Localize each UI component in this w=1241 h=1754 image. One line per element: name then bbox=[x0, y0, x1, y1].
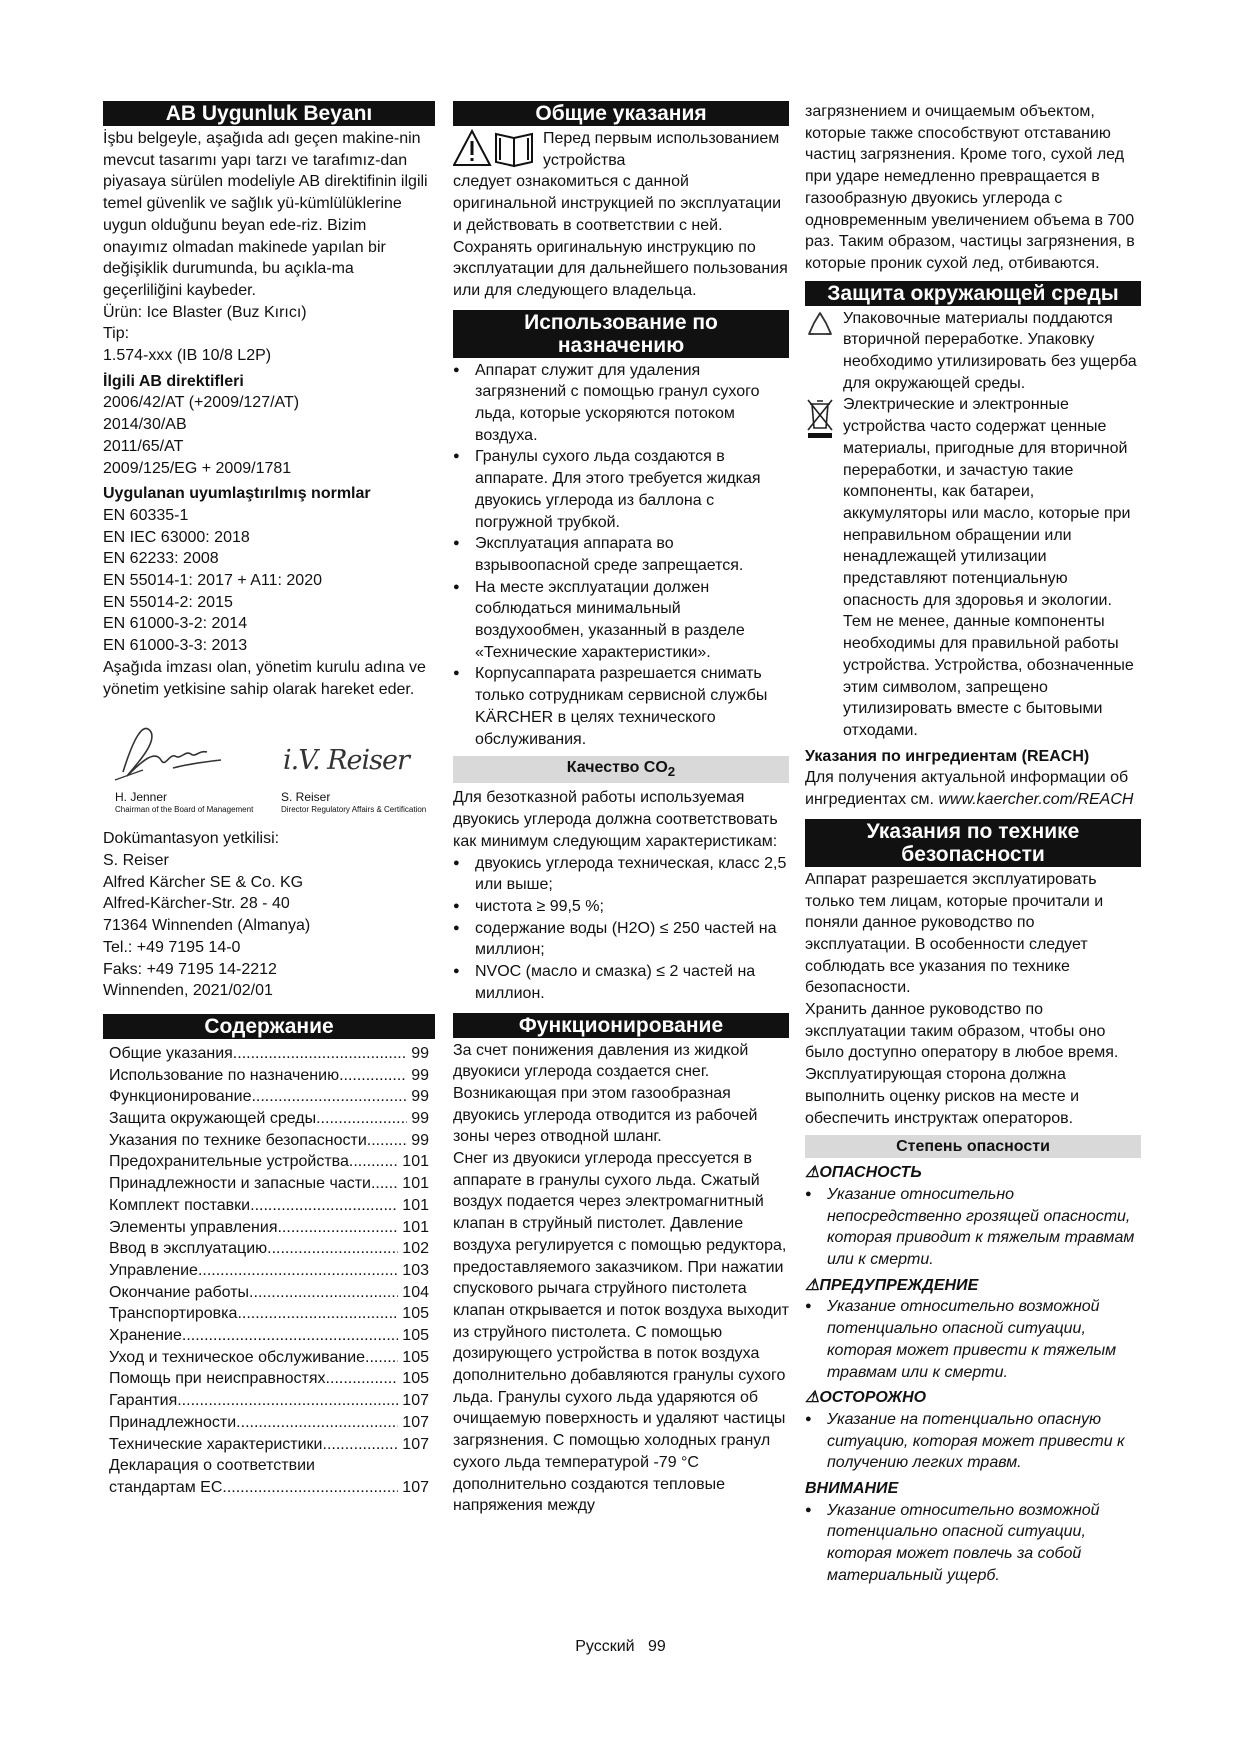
list-item: ● На месте эксплуатации должен соблюдаться минимальный воздухообмен, указанный в разделе «Технические характеристики». bbox=[453, 577, 789, 664]
page-footer bbox=[0, 1638, 1241, 1656]
table-of-contents bbox=[103, 1043, 435, 1499]
toc-entry-page: 101 bbox=[402, 1196, 429, 1214]
toc-entry-page: 107 bbox=[402, 1478, 429, 1496]
signature-jenner bbox=[103, 710, 253, 822]
toc-entry[interactable] bbox=[109, 1151, 429, 1173]
list-item: ● Указание относительно непосредственно грозящей опасности, которая приводит к тяжелым травмам или к смерти. bbox=[805, 1184, 1141, 1271]
warning-triangle-icon: ⚠ bbox=[805, 1164, 820, 1182]
list-item: ● Указание на потенциально опасную ситуацию, которая может привести к получению легких травм. bbox=[805, 1409, 1141, 1474]
warning-triangle-icon: ⚠ bbox=[805, 1276, 820, 1294]
toc-entry-declaration[interactable] bbox=[109, 1455, 429, 1498]
notice-heading: ВНИМАНИЕ bbox=[805, 1480, 899, 1498]
section-title-declaration: AB Uygunluk Beyanı bbox=[103, 101, 435, 126]
caution-list bbox=[805, 1409, 1141, 1474]
toc-entry-title: Помощь при неисправностях bbox=[109, 1370, 326, 1388]
toc-entry[interactable] bbox=[109, 1347, 429, 1369]
toc-entry[interactable] bbox=[109, 1368, 429, 1390]
list-item: ● чистота ≥ 99,5 %; bbox=[453, 896, 789, 918]
contact-line: Tel.: +49 7195 14-0 bbox=[103, 938, 241, 956]
toc-entry[interactable] bbox=[109, 1195, 429, 1217]
toc-entry-title: Общие указания bbox=[109, 1044, 233, 1062]
directive-item: 2009/125/EG + 2009/1781 bbox=[103, 459, 292, 477]
footer-language: Русский bbox=[575, 1638, 635, 1655]
declaration-intro: İşbu belgeyle, aşağıda adı geçen makine-nin mevcut tasarımı yapı tarzı ve tarafımız-dan piyasaya sürülen modeliyle AB direktifinin ilgili temel güvenlik ve sağlık yü-kümlülüklerine uygun olduğunu beyan ede-riz. Bizim onayımız olmadan makinede yapılan bir değişiklik durumunda, bu açıkla-ma geçerliliğini kaybeder. bbox=[103, 130, 428, 299]
section-title-general: Общие указания bbox=[453, 101, 789, 126]
toc-entry[interactable] bbox=[109, 1282, 429, 1304]
subsection-title-co2-quality bbox=[453, 756, 789, 783]
warning-label: ПРЕДУПРЕЖДЕНИЕ bbox=[819, 1276, 979, 1294]
env-electronics-text: Электрические и электронные устройства часто содержат ценные материалы, пригодные для вторичной переработки, и зачастую такие компоненты, как батареи, аккумуляторы или масло, которые при неправильном обращении или ненадлежащей утилизации представляют потенциальную опасность для здоровья и экологии. Тем не менее, данные компоненты необходимы для правильной работы устройства. Устройства, обозначенные этим символом, запрещено утилизировать вместе с бытовыми отходами. bbox=[843, 396, 1134, 739]
toc-entry-page: 107 bbox=[402, 1435, 429, 1453]
signatures bbox=[103, 710, 435, 822]
page-number: 99 bbox=[647, 1638, 666, 1655]
toc-entry[interactable] bbox=[109, 1217, 429, 1239]
warning-heading bbox=[805, 1275, 1141, 1297]
contact-line: Faks: +49 7195 14-2212 bbox=[103, 960, 277, 978]
norm-item: EN 55014-2: 2015 bbox=[103, 593, 233, 611]
toc-entry[interactable] bbox=[109, 1260, 429, 1282]
norm-item: EN 62233: 2008 bbox=[103, 550, 219, 568]
crossed-bin-icon bbox=[805, 396, 835, 440]
signer-1-name: H. Jenner bbox=[115, 790, 168, 805]
list-item: ● Эксплуатация аппарата во взрывоопасной среде запрещается. bbox=[453, 533, 789, 576]
toc-entry-page: 104 bbox=[402, 1283, 429, 1301]
co2-title-subscript: 2 bbox=[667, 764, 676, 780]
safety-text-2: Хранить данное руководство по эксплуатации таким образом, чтобы оно было доступно оператору в любое время. Эксплуатирующая сторона должна выполнить оценку рисков на месте и обеспечить инструктаж операторов. bbox=[805, 1001, 1119, 1127]
contact-line: Alfred-Kärcher-Str. 28 - 40 bbox=[103, 895, 290, 913]
contact-line: Dokümantasyon yetkilisi: bbox=[103, 830, 280, 848]
toc-entry-page: 103 bbox=[402, 1261, 429, 1279]
toc-entry-title: Управление bbox=[109, 1261, 198, 1279]
intended-use-list bbox=[453, 360, 789, 751]
signer-1-role: Chairman of the Board of Management bbox=[115, 805, 254, 815]
toc-entry-page: 99 bbox=[411, 1131, 429, 1149]
list-item: ● Гранулы сухого льда создаются в аппарате. Для этого требуется жидкая двуокись углерода из баллона с погружной трубкой. bbox=[453, 446, 789, 533]
toc-entry-title: Комплект поставки bbox=[109, 1196, 251, 1214]
toc-entry-title: Декларация о соответствии bbox=[109, 1457, 315, 1475]
co2-text: Для безотказной работы используемая двуокись углерода должна соответствовать как минимум следующим характеристикам: bbox=[453, 789, 778, 850]
toc-entry-page: 105 bbox=[402, 1305, 429, 1323]
directive-item: 2014/30/AB bbox=[103, 416, 187, 434]
signing-note: Aşağıda imzası olan, yönetim kurulu adına ve yönetim yetkisine sahip olarak hareket eder. bbox=[103, 658, 426, 698]
toc-entry-title: Принадлежности bbox=[109, 1413, 237, 1431]
toc-entry-title: Технические характеристики bbox=[109, 1435, 323, 1453]
title-line: Использование по bbox=[524, 310, 718, 334]
toc-entry-title: Уход и техническое обслуживание bbox=[109, 1348, 366, 1366]
notice-list bbox=[805, 1500, 1141, 1587]
toc-entry-page: 105 bbox=[402, 1348, 429, 1366]
title-line: назначению bbox=[557, 333, 685, 357]
function-text-2: Снег из двуокиси углерода прессуется в аппарате в гранулы сухого льда. Сжатый воздух подается через электромагнитный клапан в струйный пистолет. Давление воздуха регулируется с помощью редуктора, предоставляемого заказчиком. При нажатии спускового рычага струйного пистолета клапан открывается и поток воздуха выходит из струйного пистолета. С помощью дозирующего устройства в поток воздуха дополнительно добавляются гранулы сухого льда. Гранулы сухого льда ударяются об очищаемую поверхность и удаляют частицы загрязнения. С помощью холодных гранул сухого льда температурой -79 °C дополнительно создаются тепловые напряжения между bbox=[453, 1150, 789, 1515]
signature-reiser bbox=[269, 710, 427, 822]
env-packaging-row bbox=[805, 308, 1141, 395]
env-packaging-text: Упаковочные материалы поддаются вторичной переработке. Упаковку необходимо утилизировать без ущерба для окружающей среды. bbox=[843, 309, 1137, 392]
list-item: ● Указание относительно возможной потенциально опасной ситуации, которая может повлечь за собой материальный ущерб. bbox=[805, 1500, 1141, 1587]
toc-entry-page: 101 bbox=[402, 1153, 429, 1171]
list-item: ● NVOC (масло и смазка) ≤ 2 частей на миллион. bbox=[453, 961, 789, 1004]
toc-entry-title: Гарантия bbox=[109, 1392, 178, 1410]
toc-entry-title: Использование по назначению bbox=[109, 1066, 340, 1084]
toc-entry-page: 107 bbox=[402, 1413, 429, 1431]
toc-entry-title: Транспортировка bbox=[109, 1305, 238, 1323]
documentation-contact bbox=[103, 828, 435, 1002]
toc-entry[interactable] bbox=[109, 1043, 429, 1065]
danger-list bbox=[805, 1184, 1141, 1271]
contact-line: 71364 Winnenden (Almanya) bbox=[103, 917, 311, 935]
toc-entry-title: Элементы управления bbox=[109, 1218, 278, 1236]
section-title-contents: Содержание bbox=[103, 1014, 435, 1039]
toc-entry-title: Указания по технике безопасности bbox=[109, 1131, 367, 1149]
co2-requirements-list bbox=[453, 853, 789, 1005]
type-label: Tip: bbox=[103, 325, 130, 343]
toc-entry[interactable] bbox=[109, 1434, 429, 1456]
function-text-continued: загрязнением и очищаемым объектом, которые также способствуют отставанию частиц загрязнения. Кроме того, сухой лед при ударе немедленно превращается в газообразную двуокись углерода с одновременным увеличением объема в 700 раз. Таким образом, частицы загрязнения, в которые проник сухой лед, отбиваются. bbox=[805, 103, 1135, 272]
list-item: ● Указание относительно возможной потенциально опасной ситуации, которая может привести к тяжелым травмам или к смерти. bbox=[805, 1296, 1141, 1383]
toc-entry[interactable] bbox=[109, 1086, 429, 1108]
toc-entry-page: 101 bbox=[402, 1175, 429, 1193]
toc-entry-page: 102 bbox=[402, 1240, 429, 1258]
section-title-intended-use bbox=[453, 310, 789, 358]
general-text: следует ознакомиться с данной оригинальной инструкцией по эксплуатации и действовать в соответствии с ней. Сохранять оригинальную инструкцию по эксплуатации для дальнейшего пользования или для следующего владельца. bbox=[453, 173, 788, 299]
norm-item: EN 61000-3-3: 2013 bbox=[103, 637, 248, 655]
toc-entry-title: Хранение bbox=[109, 1327, 182, 1345]
toc-entry-title: Предохранительные устройства bbox=[109, 1153, 349, 1171]
caution-label: ОСТОРОЖНО bbox=[819, 1389, 927, 1407]
contact-line: Winnenden, 2021/02/01 bbox=[103, 982, 273, 1000]
toc-entry-page: 99 bbox=[411, 1066, 429, 1084]
section-title-environment: Защита окружающей среды bbox=[805, 281, 1141, 306]
list-item: ● содержание воды (H2O) ≤ 250 частей на миллион; bbox=[453, 918, 789, 961]
list-item: ● Корпусаппарата разрешается снимать только сотрудникам сервисной службы KÄRCHER в целях технического обслуживания. bbox=[453, 663, 789, 750]
toc-entry-page: 99 bbox=[411, 1110, 429, 1128]
title-line: безопасности bbox=[901, 842, 1045, 866]
toc-entry-page: 99 bbox=[411, 1044, 429, 1062]
toc-entry[interactable] bbox=[109, 1173, 429, 1195]
subsection-title-danger-levels: Степень опасности bbox=[805, 1135, 1141, 1158]
warning-manual-icon bbox=[453, 128, 535, 168]
danger-heading bbox=[805, 1162, 1141, 1184]
toc-entry-page: 99 bbox=[411, 1088, 429, 1106]
norm-item: EN 55014-1: 2017 + A11: 2020 bbox=[103, 572, 322, 590]
directive-item: 2006/42/AT (+2009/127/AT) bbox=[103, 394, 300, 412]
title-line: Указания по технике bbox=[866, 819, 1080, 843]
toc-entry-title: Окончание работы bbox=[109, 1283, 250, 1301]
reach-sentence: Для получения актуальной информации об ингредиентах см. bbox=[805, 769, 1129, 809]
caution-heading bbox=[805, 1387, 1141, 1409]
norm-item: EN 61000-3-2: 2014 bbox=[103, 615, 248, 633]
contact-line: S. Reiser bbox=[103, 851, 169, 869]
directive-item: 2011/65/AT bbox=[103, 437, 184, 455]
norm-item: EN 60335-1 bbox=[103, 506, 189, 524]
list-item: ● Аппарат служит для удаления загрязнений с помощью гранул сухого льда, которые ускоряются потоком воздуха. bbox=[453, 360, 789, 447]
signer-2-script: i.V. Reiser bbox=[283, 745, 409, 777]
toc-entry[interactable] bbox=[109, 1065, 429, 1087]
toc-entry-title: Принадлежности и запасные части bbox=[109, 1175, 371, 1193]
type-value: 1.574-xxx (IB 10/8 L2P) bbox=[103, 347, 272, 365]
danger-label: ОПАСНОСТЬ bbox=[819, 1164, 922, 1182]
toc-entry-title: Защита окружающей среды bbox=[109, 1110, 317, 1128]
general-lead: Перед первым использованием устройства bbox=[543, 130, 780, 169]
signer-2-role: Director Regulatory Affairs & Certification bbox=[281, 805, 427, 815]
product-line: Ürün: Ice Blaster (Buz Kırıcı) bbox=[103, 303, 307, 321]
toc-entry-page: 101 bbox=[402, 1218, 429, 1236]
norms-list bbox=[103, 505, 435, 657]
toc-entry[interactable] bbox=[109, 1108, 429, 1130]
recycle-icon bbox=[805, 310, 835, 340]
toc-entry-title: Функционирование bbox=[109, 1088, 252, 1106]
directives-list bbox=[103, 392, 435, 479]
reach-heading: Указания по ингредиентам (REACH) bbox=[805, 747, 1090, 765]
signer-2-name: S. Reiser bbox=[281, 790, 331, 805]
safety-text-1: Аппарат разрешается эксплуатировать только тем лицам, которые прочитали и поняли данное руководство по эксплуатации. В особенности следует соблюдать все указания по технике безопасности. bbox=[805, 870, 1104, 997]
norms-heading: Uygulanan uyumlaştırılmış normlar bbox=[103, 485, 371, 503]
toc-entry-page: 107 bbox=[402, 1392, 429, 1410]
contact-line: Alfred Kärcher SE & Co. KG bbox=[103, 873, 304, 891]
general-lead-row bbox=[453, 128, 789, 171]
toc-entry[interactable] bbox=[109, 1390, 429, 1412]
warning-triangle-icon: ⚠ bbox=[805, 1389, 820, 1407]
toc-entry-title: Ввод в эксплуатацию bbox=[109, 1240, 268, 1258]
toc-entry[interactable] bbox=[109, 1303, 429, 1325]
reach-link[interactable]: www.kaercher.com/REACH bbox=[938, 791, 1134, 809]
toc-entry[interactable] bbox=[109, 1412, 429, 1434]
function-text-1: За счет понижения давления из жидкой двуокиси углерода создается снег. Возникающая при этом газообразная двуокись углерода отводится из рабочей зоны через отводной шланг. bbox=[453, 1041, 758, 1146]
warning-list bbox=[805, 1296, 1141, 1383]
column-3 bbox=[805, 101, 1141, 1587]
toc-entry[interactable] bbox=[109, 1238, 429, 1260]
section-title-safety bbox=[805, 819, 1141, 867]
env-electronics-row bbox=[805, 394, 1141, 741]
signature-scribble-icon bbox=[103, 710, 233, 790]
toc-entry-title: стандартам ЕС bbox=[109, 1478, 223, 1496]
toc-entry[interactable] bbox=[109, 1130, 429, 1152]
column-1 bbox=[103, 101, 435, 1499]
toc-entry-page: 105 bbox=[402, 1370, 429, 1388]
norm-item: EN IEC 63000: 2018 bbox=[103, 528, 250, 546]
toc-entry[interactable] bbox=[109, 1325, 429, 1347]
reach-text bbox=[805, 767, 1141, 810]
section-title-function: Функционирование bbox=[453, 1013, 789, 1038]
directives-heading: İlgili AB direktifleri bbox=[103, 372, 244, 390]
toc-entry-page: 105 bbox=[402, 1327, 429, 1345]
column-2 bbox=[453, 101, 789, 1517]
list-item: ● двуокись углерода техническая, класс 2,5 или выше; bbox=[453, 853, 789, 896]
co2-title-text: Качество CO bbox=[566, 759, 668, 777]
